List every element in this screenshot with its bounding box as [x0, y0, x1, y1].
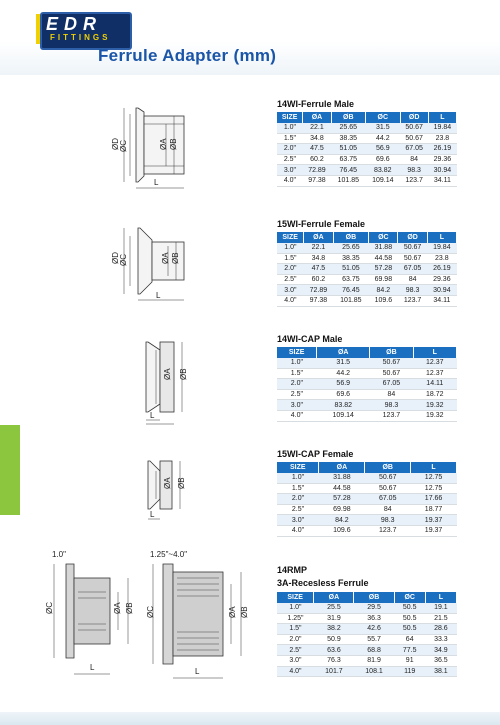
drawing-ferrule-female	[100, 222, 230, 307]
column-header: ØA	[303, 112, 331, 123]
table-cell: 50.67	[400, 133, 428, 144]
cap-flange	[146, 342, 160, 412]
table-row	[277, 274, 457, 285]
table-cell: 34.11	[428, 175, 456, 186]
rmp-body	[74, 578, 110, 644]
table-cell: 101.85	[333, 295, 369, 306]
dim-label-b: ØB	[240, 606, 249, 618]
table-cell: 50.9	[314, 634, 354, 645]
column-header: SIZE	[277, 232, 304, 243]
table-cell: 69.98	[319, 504, 365, 515]
column-header: ØC	[369, 232, 398, 243]
dim-label-b: ØB	[171, 252, 180, 264]
rmp-flange	[66, 564, 74, 658]
table-row	[277, 666, 457, 677]
table-cell: 2.5"	[277, 504, 319, 515]
table-cell: 63.75	[333, 274, 369, 285]
table-cell: 108.1	[354, 666, 394, 677]
column-header: ØA	[317, 347, 370, 358]
logo-sub-text: FITTINGS	[50, 33, 111, 42]
table-cell: 34.8	[303, 133, 331, 144]
table-cell: 91	[394, 655, 425, 666]
table-cell: 55.7	[354, 634, 394, 645]
table-cell: 38.35	[331, 133, 365, 144]
table-cell: 67.05	[400, 144, 428, 155]
dim-label-d: ØD	[111, 138, 120, 150]
table-cell: 84	[365, 504, 411, 515]
table-row	[277, 175, 457, 186]
table-cell: 50.67	[370, 358, 413, 368]
table-row	[277, 515, 457, 526]
dim-label-c: ØC	[119, 140, 128, 152]
dim-label-l: L	[90, 663, 95, 672]
drawing-caption-small: 1.0"	[52, 550, 66, 559]
table-row	[277, 613, 457, 624]
table-cell: 98.3	[370, 400, 413, 411]
drawing-rmp-small	[40, 562, 145, 682]
table-cell: 44.58	[369, 253, 398, 264]
table-cell: 18.77	[411, 504, 457, 515]
table-cell: 63.75	[331, 154, 365, 165]
table-cell: 19.37	[411, 515, 457, 526]
table-cell: 12.75	[411, 483, 457, 494]
column-header: ØC	[366, 112, 400, 123]
table-cell: 76.45	[331, 165, 365, 176]
drawing-caption-large: 1.25"~4.0"	[150, 550, 188, 559]
table-cell: 84	[398, 274, 427, 285]
table-cell: 1.5"	[277, 253, 304, 264]
dim-label-a: ØA	[163, 477, 172, 489]
table-cell: 109.6	[319, 525, 365, 536]
column-header: SIZE	[277, 347, 317, 358]
table-row	[277, 389, 457, 400]
table-cell: 50.67	[365, 483, 411, 494]
column-header: ØD	[398, 232, 427, 243]
table-cell: 83.82	[366, 165, 400, 176]
table-cell: 60.2	[304, 274, 333, 285]
table-cell: 2.5"	[277, 389, 317, 400]
table-cell: 50.67	[400, 123, 428, 133]
flange-part	[136, 108, 144, 182]
table-cell: 42.6	[354, 624, 394, 635]
logo-brand-text: EDR	[46, 14, 103, 34]
dim-label-b: ØB	[125, 602, 134, 614]
table-row	[277, 379, 457, 390]
table-cell: 12.37	[413, 368, 456, 379]
table-cell: 1.5"	[277, 368, 317, 379]
spec-table-rmp	[277, 592, 457, 677]
table-row	[277, 295, 457, 306]
table-cell: 98.3	[400, 165, 428, 176]
table-row	[277, 645, 457, 656]
rmp-body	[173, 572, 223, 656]
table-cell: 2.0"	[277, 634, 314, 645]
table-cell: 101.85	[331, 175, 365, 186]
table-row	[277, 603, 457, 613]
column-header: ØC	[394, 592, 425, 603]
table-cell: 30.94	[427, 285, 456, 296]
table-cell: 19.37	[411, 525, 457, 536]
table-cell: 38.2	[314, 624, 354, 635]
table-cell: 2.5"	[277, 645, 314, 656]
table-cell: 28.6	[425, 624, 456, 635]
column-header: ØA	[319, 462, 365, 473]
table-cell: 31.5	[366, 123, 400, 133]
table-row	[277, 123, 457, 133]
table-header-row	[277, 462, 457, 473]
table-cell: 97.38	[303, 175, 331, 186]
dim-label-a: ØA	[228, 606, 237, 618]
table-cell: 19.84	[428, 123, 456, 133]
table-cell: 47.5	[303, 144, 331, 155]
table-cell: 98.3	[365, 515, 411, 526]
table-cell: 29.36	[427, 274, 456, 285]
table-header-row	[277, 112, 457, 123]
table-cell: 50.67	[365, 473, 411, 483]
column-header: SIZE	[277, 462, 319, 473]
table-cell: 57.28	[319, 494, 365, 505]
table-cell: 22.1	[304, 243, 333, 253]
dim-label-b: ØB	[169, 138, 178, 150]
table-cell: 98.3	[398, 285, 427, 296]
table-cell: 36.3	[354, 613, 394, 624]
table-row	[277, 368, 457, 379]
rmp-flange	[163, 564, 173, 664]
column-header: L	[425, 592, 456, 603]
table-cell: 4.0"	[277, 410, 317, 421]
table-cell: 72.89	[304, 285, 333, 296]
table-cell: 123.7	[400, 175, 428, 186]
table-cell: 21.5	[425, 613, 456, 624]
table-cell: 109.14	[366, 175, 400, 186]
spec-table-cap-male	[277, 347, 457, 422]
table-row	[277, 400, 457, 411]
table-cell: 109.14	[317, 410, 370, 421]
table-cell: 60.2	[303, 154, 331, 165]
table-cell: 57.28	[369, 264, 398, 275]
column-header: ØB	[331, 112, 365, 123]
table-cell: 31.88	[369, 243, 398, 253]
table-cell: 29.36	[428, 154, 456, 165]
table-cell: 1.0"	[277, 243, 304, 253]
dim-label-l: L	[195, 667, 200, 676]
table-cell: 67.05	[370, 379, 413, 390]
table-cell: 3.0"	[277, 165, 303, 176]
table-cell: 31.5	[317, 358, 370, 368]
dim-label-a: ØA	[159, 138, 168, 150]
table-row	[277, 253, 457, 264]
table-row	[277, 504, 457, 515]
table-cell: 2.5"	[277, 154, 303, 165]
table-cell: 2.0"	[277, 379, 317, 390]
table-cell: 50.67	[398, 253, 427, 264]
dim-label-l: L	[154, 178, 159, 187]
table-cell: 34.11	[427, 295, 456, 306]
table-row	[277, 144, 457, 155]
table-cell: 50.5	[394, 613, 425, 624]
table-cell: 12.75	[411, 473, 457, 483]
table-cell: 44.2	[317, 368, 370, 379]
table-header-row	[277, 592, 457, 603]
table-cell: 101.7	[314, 666, 354, 677]
table-cell: 1.5"	[277, 133, 303, 144]
dim-label-l: L	[150, 411, 155, 420]
table-cell: 1.5"	[277, 624, 314, 635]
column-header: ØB	[370, 347, 413, 358]
table-cell: 69.6	[317, 389, 370, 400]
table-cell: 84.2	[369, 285, 398, 296]
section-title-cap-female: 15WI-CAP Female	[277, 449, 354, 459]
column-header: ØB	[354, 592, 394, 603]
dim-label-a: ØA	[161, 252, 170, 264]
section-title-ferrule-female: 15WI-Ferrule Female	[277, 219, 366, 229]
dim-label-b: ØB	[179, 368, 188, 380]
table-cell: 44.2	[366, 133, 400, 144]
table-cell: 123.7	[370, 410, 413, 421]
table-cell: 69.98	[369, 274, 398, 285]
table-cell: 25.65	[333, 243, 369, 253]
dim-label-a: ØA	[113, 602, 122, 614]
dim-label-l: L	[150, 510, 155, 519]
table-cell: 56.9	[317, 379, 370, 390]
section-title-ferrule-male: 14WI-Ferrule Male	[277, 99, 355, 109]
drawing-rmp-large	[145, 560, 265, 685]
spec-table-ferrule-male	[277, 112, 457, 187]
column-header: SIZE	[277, 112, 303, 123]
table-cell: 83.82	[317, 400, 370, 411]
column-header: ØB	[333, 232, 369, 243]
table-cell: 84	[370, 389, 413, 400]
table-row	[277, 133, 457, 144]
table-cell: 22.1	[303, 123, 331, 133]
table-cell: 67.05	[365, 494, 411, 505]
section-title-cap-male: 14WI-CAP Male	[277, 334, 343, 344]
table-cell: 69.6	[366, 154, 400, 165]
table-row	[277, 358, 457, 368]
table-row	[277, 494, 457, 505]
table-row	[277, 154, 457, 165]
brand-logo	[40, 12, 130, 48]
table-cell: 18.72	[413, 389, 456, 400]
dim-label-c: ØC	[146, 606, 155, 618]
section-subtitle-rmp: 3A-Recesless Ferrule	[277, 578, 369, 588]
table-cell: 31.88	[319, 473, 365, 483]
column-header: ØA	[314, 592, 354, 603]
table-cell: 33.3	[425, 634, 456, 645]
table-cell: 68.8	[354, 645, 394, 656]
column-header: ØB	[365, 462, 411, 473]
drawing-cap-male	[120, 338, 210, 428]
table-cell: 1.0"	[277, 358, 317, 368]
table-cell: 50.67	[370, 368, 413, 379]
flange-part	[138, 228, 152, 294]
dim-label-c: ØC	[45, 602, 54, 614]
dim-label-b: ØB	[177, 477, 186, 489]
spec-table-cap-female	[277, 462, 457, 537]
table-cell: 29.5	[354, 603, 394, 613]
table-cell: 109.6	[369, 295, 398, 306]
table-cell: 44.58	[319, 483, 365, 494]
table-cell: 2.0"	[277, 494, 319, 505]
table-cell: 76.3	[314, 655, 354, 666]
table-cell: 97.38	[304, 295, 333, 306]
table-cell: 30.94	[428, 165, 456, 176]
table-cell: 25.5	[314, 603, 354, 613]
dim-label-l: L	[156, 291, 161, 300]
table-cell: 1.0"	[277, 123, 303, 133]
table-cell: 1.0"	[277, 473, 319, 483]
page-title: Ferrule Adapter (mm)	[98, 46, 277, 65]
table-cell: 1.25"	[277, 613, 314, 624]
table-cell: 19.32	[413, 410, 456, 421]
table-cell: 14.11	[413, 379, 456, 390]
dim-label-c: ØC	[119, 254, 128, 266]
table-row	[277, 165, 457, 176]
table-cell: 31.9	[314, 613, 354, 624]
table-cell: 1.0"	[277, 603, 314, 613]
side-accent-bar	[0, 425, 20, 515]
table-cell: 19.84	[427, 243, 456, 253]
table-cell: 38.35	[333, 253, 369, 264]
table-cell: 17.66	[411, 494, 457, 505]
table-cell: 3.0"	[277, 400, 317, 411]
drawing-ferrule-male	[100, 102, 230, 192]
table-row	[277, 473, 457, 483]
table-cell: 26.19	[428, 144, 456, 155]
footer-band	[0, 712, 500, 725]
table-cell: 36.5	[425, 655, 456, 666]
table-cell: 77.5	[394, 645, 425, 656]
column-header: L	[427, 232, 456, 243]
table-row	[277, 525, 457, 536]
table-cell: 123.7	[398, 295, 427, 306]
table-cell: 2.0"	[277, 264, 304, 275]
table-cell: 84	[400, 154, 428, 165]
table-cell: 12.37	[413, 358, 456, 368]
table-cell: 72.89	[303, 165, 331, 176]
table-cell: 51.05	[331, 144, 365, 155]
table-cell: 4.0"	[277, 295, 304, 306]
table-cell: 23.8	[427, 253, 456, 264]
table-cell: 63.6	[314, 645, 354, 656]
table-cell: 2.5"	[277, 274, 304, 285]
table-cell: 19.1	[425, 603, 456, 613]
table-row	[277, 264, 457, 275]
cap-flange	[148, 461, 160, 509]
table-cell: 4.0"	[277, 175, 303, 186]
column-header: L	[413, 347, 456, 358]
table-row	[277, 410, 457, 421]
table-cell: 50.67	[398, 243, 427, 253]
column-header: L	[428, 112, 456, 123]
table-cell: 81.9	[354, 655, 394, 666]
table-cell: 34.8	[304, 253, 333, 264]
table-cell: 2.0"	[277, 144, 303, 155]
table-row	[277, 483, 457, 494]
drawing-cap-female	[130, 453, 210, 533]
table-cell: 67.05	[398, 264, 427, 275]
table-header-row	[277, 232, 457, 243]
table-row	[277, 243, 457, 253]
table-cell: 64	[394, 634, 425, 645]
dim-label-d: ØD	[111, 252, 120, 264]
table-cell: 50.5	[394, 603, 425, 613]
table-header-row	[277, 347, 457, 358]
table-row	[277, 634, 457, 645]
table-row	[277, 624, 457, 635]
spec-table-ferrule-female	[277, 232, 457, 307]
table-cell: 4.0"	[277, 525, 319, 536]
column-header: ØD	[400, 112, 428, 123]
table-cell: 84.2	[319, 515, 365, 526]
table-cell: 119	[394, 666, 425, 677]
table-cell: 3.0"	[277, 285, 304, 296]
table-cell: 50.5	[394, 624, 425, 635]
column-header: L	[411, 462, 457, 473]
column-header: SIZE	[277, 592, 314, 603]
table-cell: 47.5	[304, 264, 333, 275]
section-title-rmp: 14RMP	[277, 565, 308, 575]
table-cell: 4.0"	[277, 666, 314, 677]
table-cell: 25.65	[331, 123, 365, 133]
table-row	[277, 655, 457, 666]
dim-label-a: ØA	[163, 368, 172, 380]
table-cell: 76.45	[333, 285, 369, 296]
table-cell: 34.9	[425, 645, 456, 656]
table-cell: 19.32	[413, 400, 456, 411]
table-cell: 123.7	[365, 525, 411, 536]
table-row	[277, 285, 457, 296]
table-cell: 3.0"	[277, 655, 314, 666]
table-cell: 56.9	[366, 144, 400, 155]
table-cell: 23.8	[428, 133, 456, 144]
table-cell: 38.1	[425, 666, 456, 677]
table-cell: 51.05	[333, 264, 369, 275]
table-cell: 26.19	[427, 264, 456, 275]
table-cell: 1.5"	[277, 483, 319, 494]
table-cell: 3.0"	[277, 515, 319, 526]
column-header: ØA	[304, 232, 333, 243]
